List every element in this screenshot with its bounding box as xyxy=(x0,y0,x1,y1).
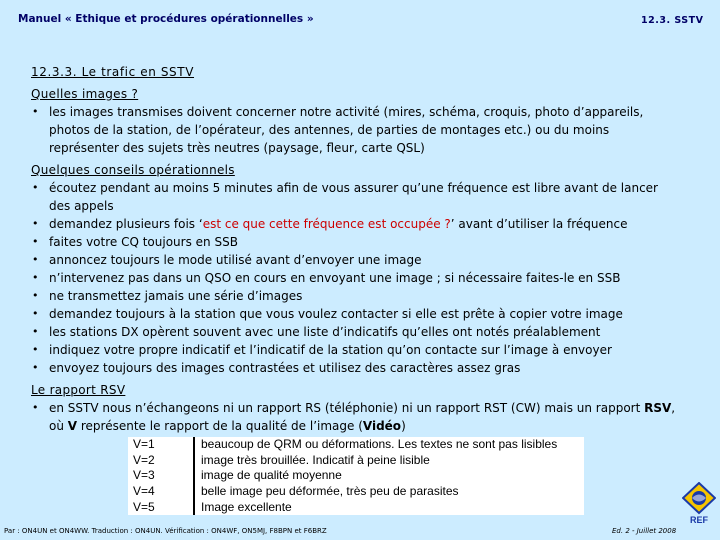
list-item: • n’intervenez pas dans un QSO en cours en envoyant une image ; si nécessaire faites-le en SSB xyxy=(31,269,681,287)
rsv-code: V=2 xyxy=(128,453,194,469)
list-item-rsv xyxy=(31,399,681,435)
table-row xyxy=(128,453,584,469)
list-item: • indiquez votre propre indicatif et l’indicatif de la station qu’on contacte sur l’image à envoyer xyxy=(31,341,681,359)
list-item: • envoyez toujours des images contrastées et utilisez des caractères assez gras xyxy=(31,359,681,377)
images-heading: Quelles images ? xyxy=(31,87,139,101)
manual-title: Manuel « Ethique et procédures opérationnelles » xyxy=(18,13,314,25)
list-item-prefix: demandez plusieurs fois ‘ xyxy=(49,217,203,231)
footer-edition: Ed. 2 - Juillet 2008 xyxy=(612,527,677,535)
rsv-list xyxy=(31,399,681,435)
v-word: V xyxy=(67,419,78,433)
list-item: • ne transmettez jamais une série d’images xyxy=(31,287,681,305)
rsv-text-after-v: représente le rapport de la qualité de l’image ( xyxy=(77,419,363,433)
table-row xyxy=(128,437,584,453)
rsv-description: belle image peu déformée, très peu de parasites xyxy=(201,484,459,499)
list-item: • annoncez toujours le mode utilisé avant d’envoyer une image xyxy=(31,251,681,269)
main-content xyxy=(31,64,681,435)
footer-credits: Par : ON4UN et ON4WW. Traduction : ON4UN. Vérification : ON4WF, ON5MJ, F8BPN et F6BRZ xyxy=(4,527,327,535)
section-title: 12.3.3. Le trafic en SSTV xyxy=(31,65,195,79)
list-item: • les stations DX opèrent souvent avec une liste d’indicatifs qu’elles ont notés préalablement xyxy=(31,323,681,341)
rsv-heading: Le rapport RSV xyxy=(31,383,126,397)
list-item: • demandez toujours à la station que vous voulez contacter si elle est prête à copier votre image xyxy=(31,305,681,323)
rsv-text-prefix: en SSTV nous n’échangeons ni un rapport RS (téléphonie) ni un rapport RST (CW) mais un rapport xyxy=(49,401,645,415)
advice-list xyxy=(31,179,681,377)
table-row xyxy=(128,484,584,500)
rsv-table xyxy=(128,437,584,515)
rsv-description: image de qualité moyenne xyxy=(201,468,342,483)
ref-logo xyxy=(682,482,716,526)
rsv-text-middle: , où xyxy=(49,401,676,433)
list-item: • écoutez pendant au moins 5 minutes afin de vous assurer qu’une fréquence est libre avant de lancer des appels xyxy=(31,179,681,215)
rsv-description: beaucoup de QRM ou déformations. Les textes ne sont pas lisibles xyxy=(201,437,558,452)
rsv-text-end: ) xyxy=(401,419,406,433)
section-number: 12.3. SSTV xyxy=(641,15,704,26)
logo-text: REF xyxy=(690,515,708,525)
list-item-suffix: ’ avant d’utiliser la fréquence xyxy=(450,217,628,231)
list-item: • les images transmises doivent concerner notre activité (mires, schéma, croquis, photo d’appareils, photos de la station, de l’opérateur, des antennes, de parties de montages etc.) ou du moins représenter des sujets très neutres (paysage, fleur, carte QSL) xyxy=(31,103,681,157)
rsv-word: RSV xyxy=(644,401,672,415)
table-row xyxy=(128,499,584,515)
rsv-code: V=3 xyxy=(128,468,194,484)
rsv-code: V=4 xyxy=(128,484,194,500)
advice-heading: Quelques conseils opérationnels xyxy=(31,163,235,177)
rsv-description: image très brouillée. Indicatif à peine lisible xyxy=(201,452,430,467)
rsv-description: Image excellente xyxy=(201,499,292,514)
table-row xyxy=(128,468,584,484)
list-item-occupied-question xyxy=(31,215,681,233)
video-word: Vidéo xyxy=(362,419,402,433)
list-item: • faites votre CQ toujours en SSB xyxy=(31,233,681,251)
highlighted-question: est ce que cette fréquence est occupée ? xyxy=(202,217,451,231)
images-list xyxy=(31,103,681,157)
rsv-code: V=1 xyxy=(128,437,194,453)
rsv-code: V=5 xyxy=(128,499,194,515)
